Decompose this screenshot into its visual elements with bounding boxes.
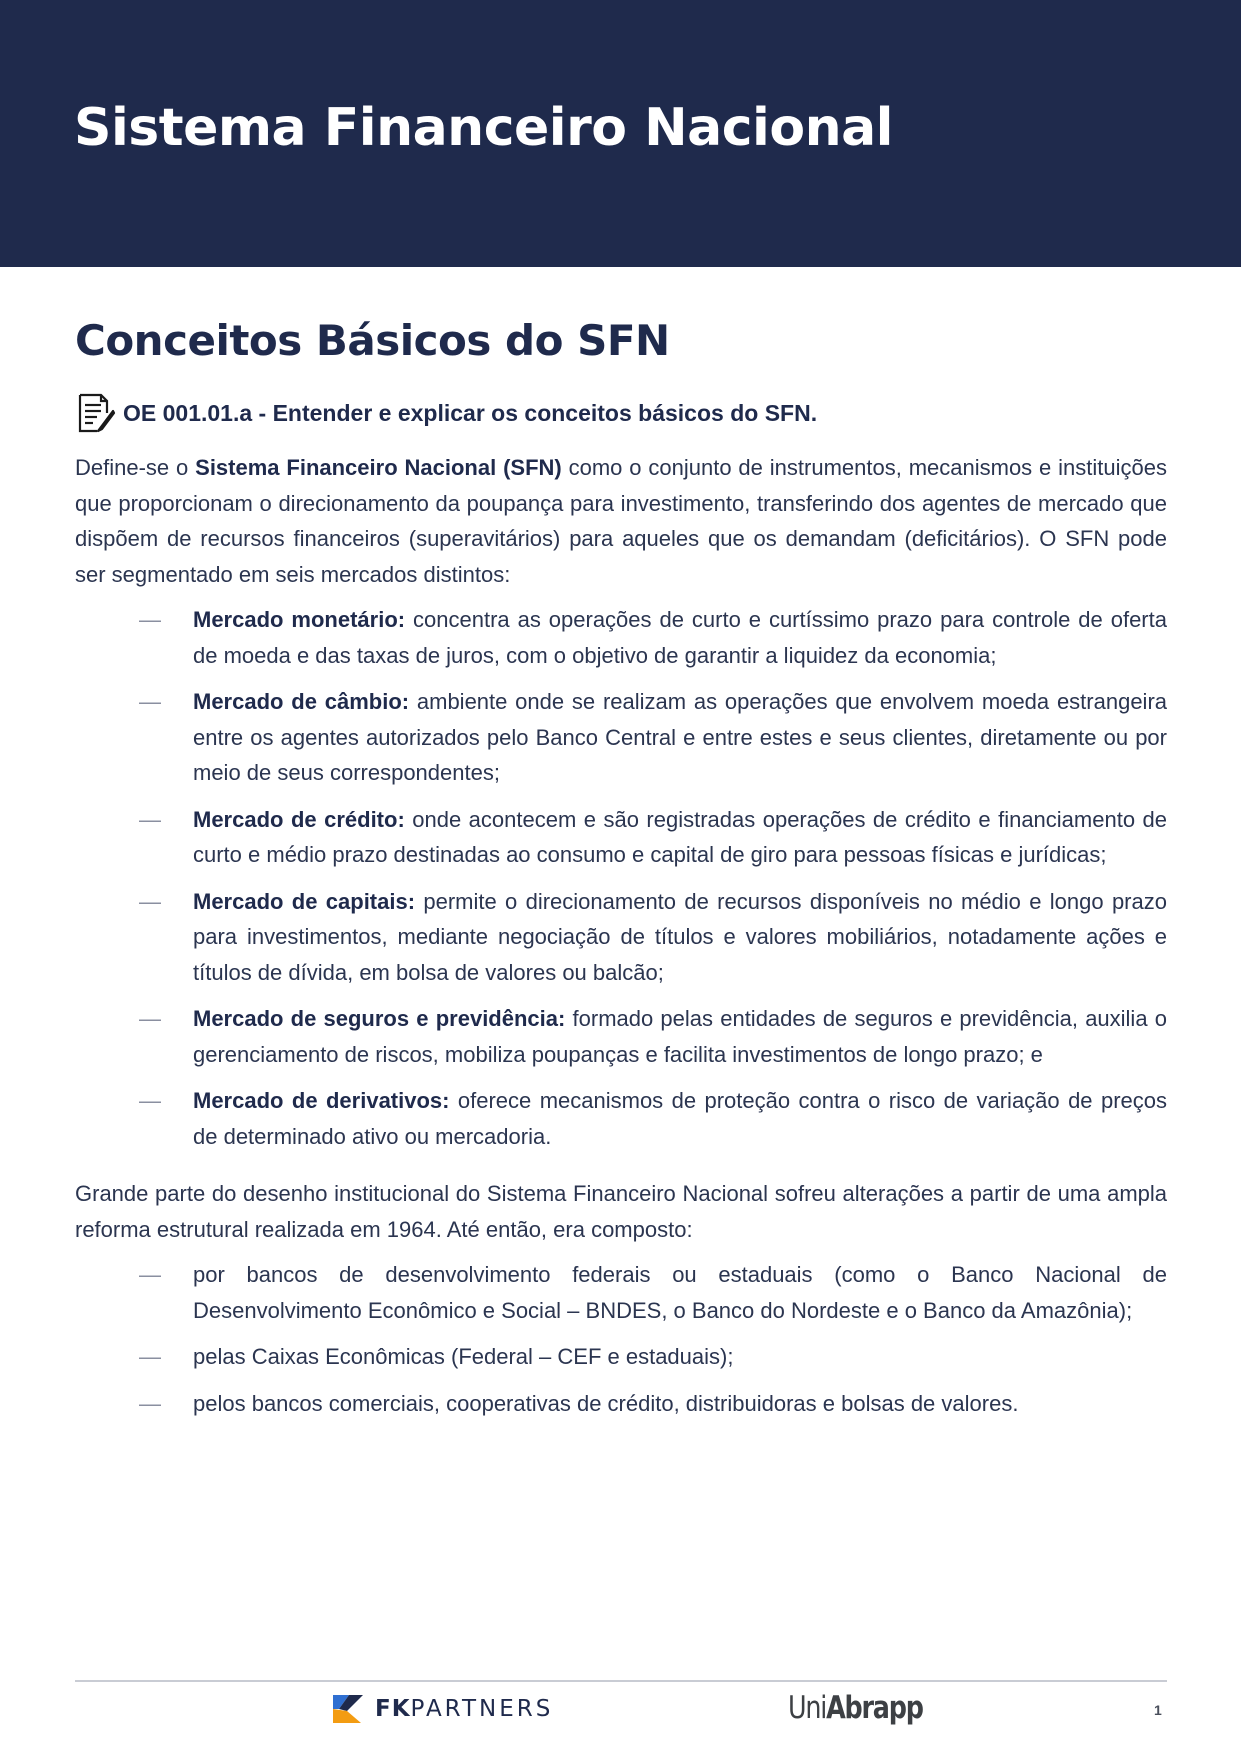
dash-bullet: — (139, 1344, 161, 1369)
fk-logo-bold-text: FK (375, 1696, 411, 1722)
list-item (75, 1083, 1167, 1154)
list-item-text: oferece mecanismos de proteção contra o risco de variação de preços de determinado ativo ou mercadoria. (193, 1088, 1167, 1149)
header-band (0, 0, 1241, 267)
document-edit-icon (75, 392, 117, 434)
list-item-term: Mercado de crédito: (193, 806, 405, 832)
list-item-text: pelos bancos comerciais, cooperativas de crédito, distribuidoras e bolsas de valores. (193, 1390, 1019, 1416)
dash-bullet: — (139, 1006, 161, 1031)
intro-term: Sistema Financeiro Nacional (SFN) (195, 455, 562, 480)
intro-rest: como o conjunto de instrumentos, mecanismos e instituições que proporcionam o direcionamento da poupança para investimento, transferindo dos agentes de mercado que dispõem de recursos financeiros (superavitários) para aqueles que os demandam (deficitários). O SFN pode ser segmentado em seis mercados distintos: (75, 455, 1167, 587)
fk-logo-light-text: PARTNERS (410, 1696, 554, 1722)
list-item-term: Mercado de capitais: (193, 888, 416, 914)
list-item-term: Mercado de câmbio: (193, 689, 410, 714)
list-item-text: formado pelas entidades de seguros e previdência, auxilia o gerenciamento de riscos, mobiliza poupanças e facilita investimentos de longo prazo; e (193, 1006, 1167, 1067)
page-number: 1 (1154, 1702, 1162, 1718)
list-item (75, 802, 1167, 873)
list-item-text: pelas Caixas Econômicas (Federal – CEF e estaduais); (193, 1344, 734, 1369)
list-item (75, 1386, 1167, 1422)
uni-logo-bold-text: Abrapp (826, 1690, 923, 1726)
footer-divider (75, 1680, 1167, 1682)
list-item-text: onde acontecem e são registradas operações de crédito e financiamento de curto e médio prazo destinadas ao consumo e capital de giro para pessoas físicas e jurídicas; (193, 806, 1168, 867)
uni-logo-light-text: Uni (788, 1690, 827, 1726)
list-item (75, 884, 1167, 991)
section-title: Conceitos Básicos do SFN (75, 316, 670, 365)
objective-text: OE 001.01.a - Entender e explicar os conceitos básicos do SFN. (123, 399, 818, 426)
page-footer (0, 1690, 1241, 1740)
intro-paragraph (75, 450, 1167, 592)
main-content (75, 300, 1167, 1432)
list-item (75, 684, 1167, 791)
dash-bullet: — (139, 1262, 161, 1287)
history-list (75, 1257, 1167, 1421)
document-title: Sistema Financeiro Nacional (74, 98, 894, 158)
dash-bullet: — (139, 1088, 161, 1113)
learning-objective (75, 392, 1167, 434)
list-item-text: permite o direcionamento de recursos disponíveis no médio e longo prazo para investimentos, mediante negociação de títulos e valores mobiliários, notadamente ações e títulos de dívida, em bolsa de valores ou balcão; (193, 888, 1167, 985)
list-item (75, 602, 1167, 673)
uniabrapp-logo (788, 1690, 923, 1726)
list-item (75, 1339, 1167, 1375)
list-item-term: Mercado monetário: (193, 607, 406, 632)
markets-list (75, 602, 1167, 1154)
history-paragraph: Grande parte do desenho institucional do Sistema Financeiro Nacional sofreu alterações a partir de uma ampla reforma estrutural realizada em 1964. Até então, era composto: (75, 1181, 1167, 1242)
list-item-text: por bancos de desenvolvimento federais ou estaduais (como o Banco Nacional de Desenvolvimento Econômico e Social – BNDES, o Banco do Nordeste e o Banco da Amazônia); (193, 1262, 1167, 1323)
dash-bullet: — (139, 806, 161, 832)
list-item (75, 1001, 1167, 1072)
dash-bullet: — (139, 689, 161, 714)
list-item-text: ambiente onde se realizam as operações que envolvem moeda estrangeira entre os agentes autorizados pelo Banco Central e entre estes e seus clientes, diretamente ou por meio de seus correspondentes; (193, 689, 1168, 785)
list-item (75, 1257, 1167, 1328)
list-item-text: concentra as operações de curto e curtíssimo prazo para controle de oferta de moeda e das taxas de juros, com o objetivo de garantir a liquidez da economia; (193, 607, 1167, 668)
fk-partners-mark-icon (333, 1693, 363, 1725)
list-item-term: Mercado de seguros e previdência: (193, 1006, 566, 1031)
dash-bullet: — (139, 607, 161, 632)
dash-bullet: — (139, 888, 161, 914)
list-item-term: Mercado de derivativos: (193, 1088, 450, 1113)
dash-bullet: — (139, 1390, 161, 1416)
intro-lead: Define-se o (75, 455, 196, 480)
fk-partners-logo (333, 1693, 553, 1725)
